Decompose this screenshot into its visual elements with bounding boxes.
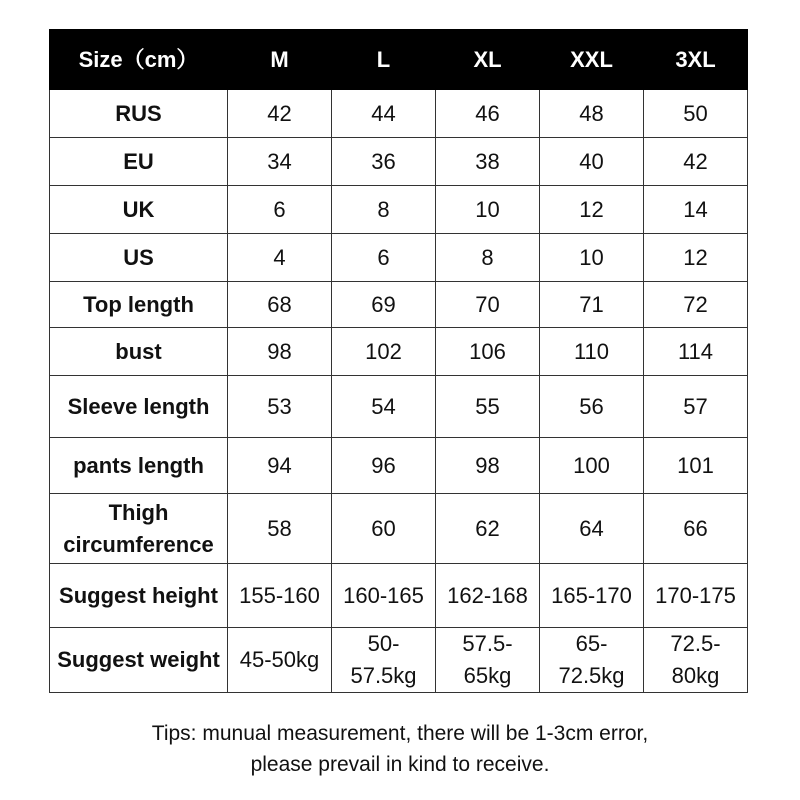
size-value-l xyxy=(332,628,436,693)
tips-note xyxy=(0,718,800,780)
size-value-text: 66 xyxy=(683,515,708,541)
size-value-text: 50 xyxy=(683,100,708,126)
size-value-m xyxy=(228,564,332,628)
size-value-text: 6 xyxy=(273,196,286,222)
size-value-xxl xyxy=(540,628,644,693)
size-header-label: Size（cm） xyxy=(50,30,228,90)
size-value-xl xyxy=(436,90,540,138)
size-value-3xl xyxy=(644,376,748,438)
size-value-text: 54 xyxy=(371,393,396,419)
size-value-text: 34 xyxy=(267,148,292,174)
size-value-xl xyxy=(436,564,540,628)
size-value-text: 45-50kg xyxy=(239,647,320,672)
size-value-l xyxy=(332,494,436,564)
size-value-text: 114 xyxy=(677,338,714,364)
size-value-text: 162-168 xyxy=(447,582,528,608)
size-value-text: 40 xyxy=(579,148,604,174)
size-value-text: 72 xyxy=(683,291,708,317)
size-value-m xyxy=(228,234,332,282)
size-value-l xyxy=(332,328,436,376)
size-value-text: 6 xyxy=(377,244,390,270)
size-value-xl xyxy=(436,138,540,186)
size-value-3xl xyxy=(644,564,748,628)
size-value-xxl xyxy=(540,282,644,328)
table-row xyxy=(50,438,748,494)
size-value-text: 110 xyxy=(573,338,610,364)
size-value-text: 14 xyxy=(683,196,708,222)
size-value-m xyxy=(228,138,332,186)
size-value-text: 46 xyxy=(475,100,500,126)
size-chart-table xyxy=(49,29,748,693)
row-label xyxy=(50,282,228,328)
size-value-text: 12 xyxy=(683,244,708,270)
size-header-l: L xyxy=(332,30,436,90)
size-value-l xyxy=(332,438,436,494)
size-value-text: 36 xyxy=(371,148,396,174)
table-row xyxy=(50,234,748,282)
size-header-m: M xyxy=(228,30,332,90)
size-value-3xl xyxy=(644,282,748,328)
size-value-text: 94 xyxy=(267,452,292,478)
table-row xyxy=(50,564,748,628)
table-row xyxy=(50,328,748,376)
row-label xyxy=(50,564,228,628)
size-value-xxl xyxy=(540,234,644,282)
size-value-m xyxy=(228,628,332,693)
size-value-text: 68 xyxy=(267,291,292,317)
row-label-text: Thigh circumference xyxy=(63,499,214,557)
size-value-text: 102 xyxy=(365,338,402,364)
size-value-l xyxy=(332,564,436,628)
size-value-text: 62 xyxy=(475,515,500,541)
size-value-xl xyxy=(436,494,540,564)
size-value-text: 71 xyxy=(579,291,604,317)
tips-line-2: please prevail in kind to receive. xyxy=(250,753,550,776)
row-label xyxy=(50,438,228,494)
size-table-body xyxy=(50,90,748,693)
row-label xyxy=(50,234,228,282)
size-value-text: 101 xyxy=(677,452,714,478)
size-value-text: 50-57.5kg xyxy=(350,631,417,688)
size-value-l xyxy=(332,376,436,438)
row-label xyxy=(50,328,228,376)
size-value-text: 98 xyxy=(267,338,292,364)
row-label-text: bust xyxy=(115,338,162,364)
row-label-text: EU xyxy=(123,148,154,174)
size-value-text: 65-72.5kg xyxy=(558,631,625,688)
row-label-text: Suggest height xyxy=(59,582,218,608)
size-value-text: 53 xyxy=(267,393,292,419)
size-value-3xl xyxy=(644,186,748,234)
size-value-3xl xyxy=(644,438,748,494)
table-row xyxy=(50,90,748,138)
size-value-text: 98 xyxy=(475,452,500,478)
size-value-text: 44 xyxy=(371,100,396,126)
size-value-3xl xyxy=(644,90,748,138)
size-value-text: 170-175 xyxy=(655,582,736,608)
tips-line-1: Tips: munual measurement, there will be 1-3cm error, xyxy=(151,722,649,745)
size-value-text: 160-165 xyxy=(343,582,424,608)
row-label-text: US xyxy=(123,244,154,270)
size-value-l xyxy=(332,282,436,328)
size-header-3xl: 3XL xyxy=(644,30,748,90)
size-value-text: 4 xyxy=(273,244,286,270)
size-value-text: 10 xyxy=(475,196,500,222)
size-value-text: 8 xyxy=(377,196,390,222)
table-row xyxy=(50,282,748,328)
size-value-l xyxy=(332,90,436,138)
size-value-xxl xyxy=(540,138,644,186)
table-row xyxy=(50,138,748,186)
size-value-l xyxy=(332,186,436,234)
size-value-3xl xyxy=(644,138,748,186)
row-label xyxy=(50,138,228,186)
row-label-text: pants length xyxy=(73,452,204,478)
size-value-text: 58 xyxy=(267,515,292,541)
size-value-text: 100 xyxy=(573,452,610,478)
size-value-m xyxy=(228,282,332,328)
size-value-m xyxy=(228,186,332,234)
size-header-xxl: XXL xyxy=(540,30,644,90)
size-value-xxl xyxy=(540,376,644,438)
size-value-m xyxy=(228,328,332,376)
size-value-xxl xyxy=(540,564,644,628)
row-label xyxy=(50,494,228,564)
size-value-text: 60 xyxy=(371,515,396,541)
row-label-text: UK xyxy=(122,196,155,222)
row-label-text: RUS xyxy=(115,100,162,126)
size-value-text: 165-170 xyxy=(551,582,632,608)
size-value-xl xyxy=(436,628,540,693)
table-row xyxy=(50,376,748,438)
table-row xyxy=(50,186,748,234)
size-value-xxl xyxy=(540,186,644,234)
size-value-text: 155-160 xyxy=(239,582,320,608)
size-value-m xyxy=(228,90,332,138)
size-value-3xl xyxy=(644,234,748,282)
size-value-xl xyxy=(436,438,540,494)
size-header-xl: XL xyxy=(436,30,540,90)
size-value-text: 55 xyxy=(475,393,500,419)
size-value-xl xyxy=(436,186,540,234)
size-value-3xl xyxy=(644,628,748,693)
size-value-text: 10 xyxy=(579,244,604,270)
size-value-l xyxy=(332,138,436,186)
row-label-text: Suggest weight xyxy=(57,647,220,672)
size-value-text: 38 xyxy=(475,148,500,174)
size-value-text: 57 xyxy=(683,393,708,419)
size-value-xl xyxy=(436,328,540,376)
size-value-xl xyxy=(436,234,540,282)
size-value-xxl xyxy=(540,494,644,564)
row-label xyxy=(50,376,228,438)
row-label-text: Top length xyxy=(83,291,194,317)
size-value-xxl xyxy=(540,438,644,494)
size-value-text: 70 xyxy=(475,291,500,317)
size-value-m xyxy=(228,438,332,494)
size-value-m xyxy=(228,494,332,564)
size-value-text: 56 xyxy=(579,393,604,419)
size-value-text: 12 xyxy=(579,196,604,222)
row-label xyxy=(50,186,228,234)
size-value-xxl xyxy=(540,328,644,376)
size-value-l xyxy=(332,234,436,282)
table-row xyxy=(50,494,748,564)
size-value-text: 72.5-80kg xyxy=(670,631,721,688)
size-value-text: 69 xyxy=(371,291,396,317)
size-value-text: 42 xyxy=(683,148,708,174)
size-value-xl xyxy=(436,282,540,328)
size-value-3xl xyxy=(644,494,748,564)
size-value-text: 57.5-65kg xyxy=(462,631,513,688)
size-value-m xyxy=(228,376,332,438)
size-value-xxl xyxy=(540,90,644,138)
size-value-3xl xyxy=(644,328,748,376)
size-value-text: 106 xyxy=(469,338,506,364)
row-label-text: Sleeve length xyxy=(67,393,210,419)
size-header-row xyxy=(50,30,748,90)
size-value-text: 42 xyxy=(267,100,292,126)
size-value-text: 8 xyxy=(481,244,494,270)
row-label xyxy=(50,628,228,693)
row-label xyxy=(50,90,228,138)
size-value-text: 48 xyxy=(579,100,604,126)
size-value-text: 64 xyxy=(579,515,604,541)
table-row xyxy=(50,628,748,693)
size-value-text: 96 xyxy=(371,452,396,478)
size-value-xl xyxy=(436,376,540,438)
